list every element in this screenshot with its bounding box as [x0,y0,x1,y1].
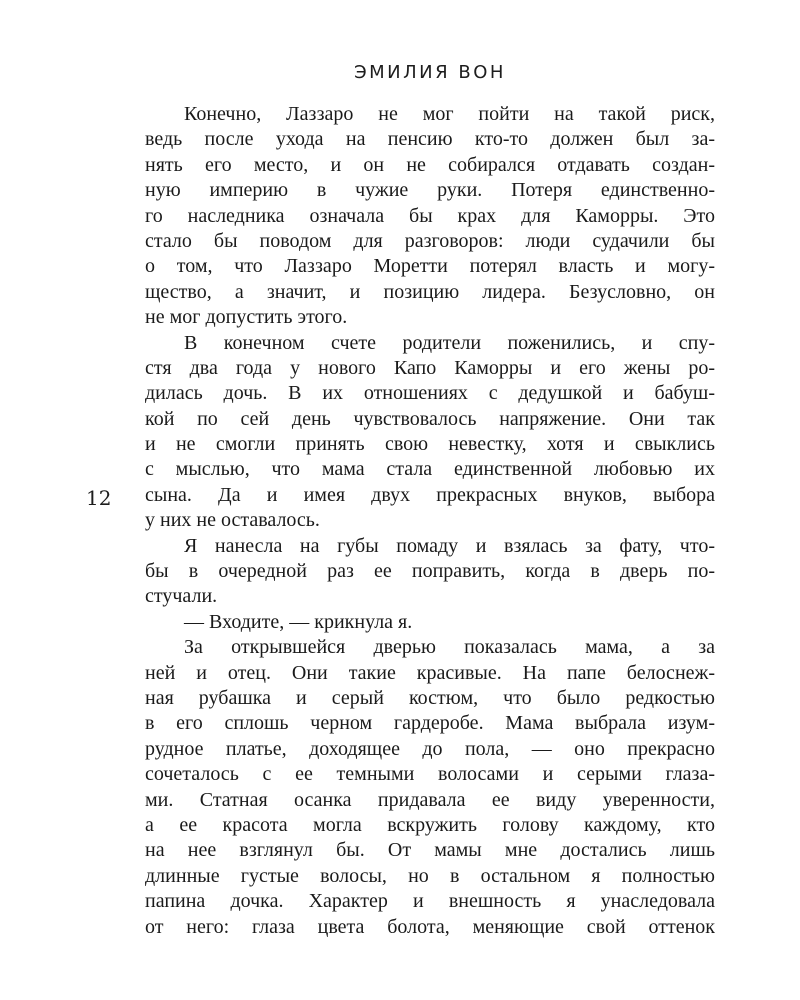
text-line: нять его место, и он не собирался отдавать создан- [145,153,715,176]
text-line: стя два года у нового Капо Каморры и его жены ро- [145,356,715,379]
text-line: длинные густые волосы, но в остальном я полностью [145,864,715,887]
text-line: а ее красота могла вскружить голову каждому, кто [145,813,715,836]
page-number: 12 [86,486,112,510]
text-line: от него: глаза цвета болота, меняющие свой оттенок [145,915,715,938]
running-head-author: ЭМИЛИЯ ВОН [354,62,506,83]
text-line: сочеталось с ее темными волосами и серыми глаза- [145,763,715,786]
text-line: стучали. [145,585,218,608]
text-line: ную империю в чужие руки. Потеря единственно- [145,179,715,202]
text-line: в его сплошь черном гардеробе. Мама выбрала изум- [145,712,715,735]
text-line: сына. Да и имея двух прекрасных внуков, выбора [145,483,715,506]
text-line: За открывшейся дверью показалась мама, а за [184,636,715,659]
text-line: дилась дочь. В их отношениях с дедушкой и бабуш- [145,382,715,405]
text-line: у них не оставалось. [145,509,320,532]
text-line: Конечно, Лаззаро не мог пойти на такой риск, [184,103,715,125]
text-line: ная рубашка и серый костюм, что было редкостью [145,686,715,709]
text-line: с мыслью, что мама стала единственной любовью их [145,458,715,481]
text-line: Я нанесла на губы помаду и взялась за фату, что- [184,534,715,557]
body-text [145,102,715,940]
text-line: не мог допустить этого. [145,306,348,329]
text-line: — Входите, — крикнула я. [184,610,413,633]
text-line: В конечном счете родители поженились, и спу- [184,331,715,354]
text-line: на нее взглянул бы. От мамы мне достались лишь [145,839,715,862]
text-line: и не смогли принять свою невестку, хотя и свыклись [145,433,715,456]
text-line: бы в очередной раз ее поправить, когда в дверь по- [145,560,715,583]
text-line: ней и отец. Они такие красивые. На папе белоснеж- [145,661,715,684]
text-line: кой по сей день чувствовалось напряжение. Они так [145,407,715,430]
text-line: папина дочка. Характер и внешность я унаследовала [145,890,715,913]
text-line: рудное платье, доходящее до пола, — оно прекрасно [145,737,715,760]
text-line: ведь после ухода на пенсию кто-то должен был за- [145,128,715,151]
text-line: стало бы поводом для разговоров: люди судачили бы [145,229,715,252]
text-line: о том, что Лаззаро Моретти потерял власть и могу- [145,255,715,278]
text-line: щество, а значит, и позицию лидера. Безусловно, он [145,280,715,303]
text-line: ми. Статная осанка придавала ее виду уверенности, [145,788,715,811]
text-line: го наследника означала бы крах для Каморры. Это [145,204,715,227]
